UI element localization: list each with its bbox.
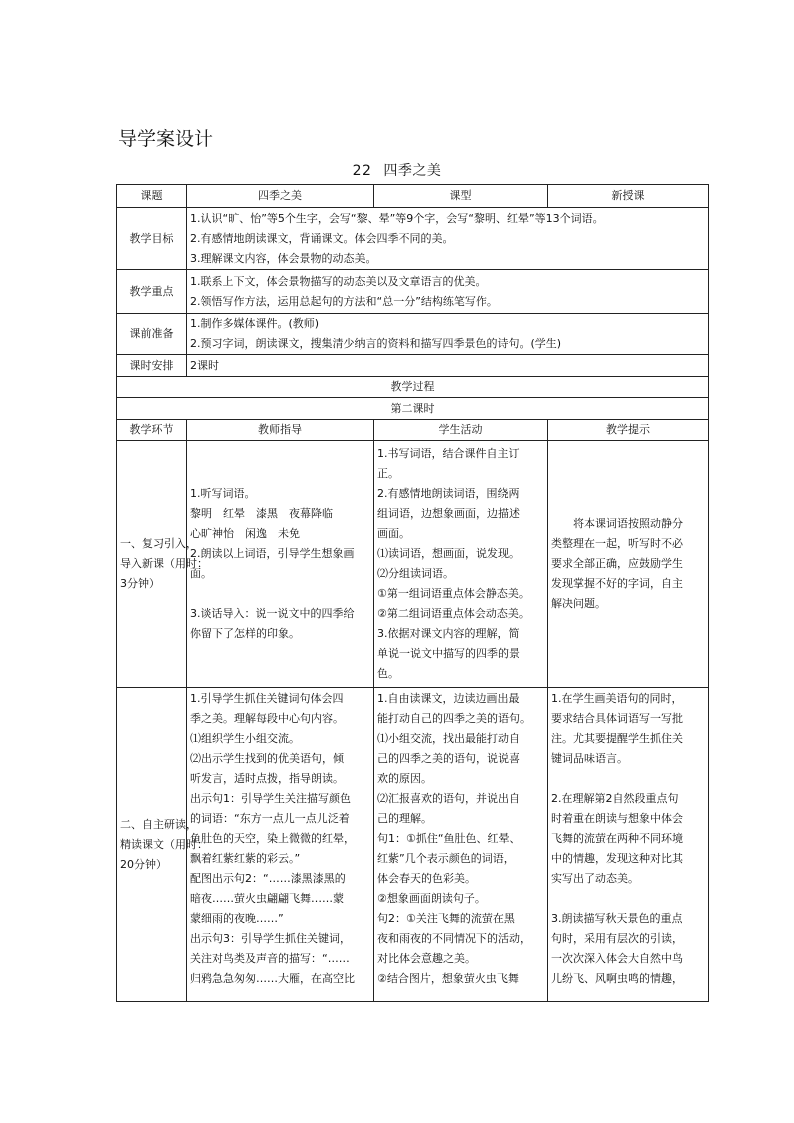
process-title-row bbox=[117, 377, 709, 398]
student-line: 句1：①抓住“鱼肚色、红晕、 bbox=[377, 832, 521, 845]
goal-item: 1.认识“旷、怡”等5个生字，会写“黎、晕”等9个字，会写“黎明、红晕”等13个词语。 bbox=[190, 211, 604, 225]
tip-line: 飞舞的流萤在两种不同环境 bbox=[551, 832, 683, 845]
teacher-line: 飘着红紫红紫的彩云。” bbox=[190, 852, 301, 865]
focus-item: 2.领悟写作方法，运用总起句的方法和“总一分”结构练笔写作。 bbox=[190, 294, 498, 308]
tip-line: 中的情趣，发现这种对比其 bbox=[551, 852, 683, 865]
student-line: 1.书写词语，结合课件自主订 bbox=[377, 447, 520, 460]
teacher-line: 你留下了怎样的印象。 bbox=[190, 627, 300, 640]
student-line: ⑴读词语，想画面，说发现。 bbox=[377, 547, 520, 560]
stage2-student bbox=[374, 688, 548, 1002]
focus-label: 教学重点 bbox=[117, 270, 187, 314]
lesson-plan-table bbox=[116, 184, 709, 1002]
student-line: 能打动自己的四季之美的语句。 bbox=[377, 712, 531, 725]
stage1-tip bbox=[548, 441, 709, 688]
teacher-line: 2.朗读以上词语，引导学生想象画 bbox=[190, 547, 355, 560]
header-student: 学生活动 bbox=[374, 420, 548, 441]
tip-line: 句时，采用有层次的引读， bbox=[551, 932, 683, 945]
stage2-name-line: 精读课文（用时： bbox=[120, 837, 208, 851]
goals-content bbox=[187, 208, 709, 270]
lesson-title bbox=[0, 160, 794, 180]
header-teacher: 教师指导 bbox=[187, 420, 374, 441]
student-line: 3.依据对课文内容的理解，简 bbox=[377, 627, 520, 640]
teacher-line: 鱼肚色的天空，染上微微的红晕， bbox=[190, 832, 355, 845]
student-line: ⑵分组读词语。 bbox=[377, 567, 454, 580]
student-line: ②想象画面朗读句子。 bbox=[377, 892, 486, 905]
student-line: ⑵汇报喜欢的语句，并说出自 bbox=[377, 792, 520, 805]
stage1-name-line: 导入新课（用时： bbox=[120, 557, 208, 570]
info-row bbox=[117, 185, 709, 208]
student-line: ②结合图片，想象萤火虫飞舞 bbox=[377, 972, 519, 985]
teacher-line: 1.听写词语。 bbox=[190, 487, 256, 500]
tip-line: 1.在学生画美语句的同时， bbox=[551, 692, 683, 705]
student-line: 单说一说文中描写的四季的景 bbox=[377, 647, 520, 660]
focus-item: 1.联系上下文，体会景物描写的动态美以及文章语言的优美。 bbox=[190, 274, 487, 288]
stage1-name-line: 一、复习引入， bbox=[120, 537, 197, 550]
topic-value: 四季之美 bbox=[187, 185, 374, 208]
teacher-line: 归鸦急急匆匆……大雁，在高空比 bbox=[190, 972, 355, 985]
spacer bbox=[551, 889, 705, 909]
stage2-name bbox=[117, 688, 208, 1002]
student-line: ②第二组词语重点体会动态美。 bbox=[377, 607, 530, 620]
schedule-value: 2课时 bbox=[187, 355, 709, 377]
teacher-line: 出示句3：引导学生抓住关键词， bbox=[190, 932, 351, 945]
student-line: ①第一组词语重点体会静态美。 bbox=[377, 587, 530, 600]
teacher-line: 3.谈话导入：说一说文中的四季给 bbox=[190, 607, 355, 620]
lesson-number: 22 bbox=[352, 163, 372, 179]
tip-line: 将本课词语按照动静分 bbox=[573, 517, 683, 530]
student-line: 夜和雨夜的不同情况下的活动， bbox=[377, 932, 531, 945]
stage2-teacher bbox=[187, 688, 374, 1002]
teacher-line: 的词语：“东方一点儿一点儿泛着 bbox=[190, 812, 350, 825]
stage-row-2 bbox=[117, 688, 709, 1002]
teacher-line: 暗夜……萤火虫翩翩飞舞……蒙 bbox=[190, 892, 344, 905]
focus-content bbox=[187, 270, 709, 314]
focus-row bbox=[117, 270, 709, 314]
stage-row-1 bbox=[117, 441, 709, 688]
student-line: 正。 bbox=[377, 467, 399, 480]
prep-item: 2.预习字词，朗读课文，搜集清少纳言的资料和描写四季景色的诗句。(学生) bbox=[190, 337, 562, 350]
prep-row bbox=[117, 314, 709, 355]
schedule-label: 课时安排 bbox=[117, 355, 187, 377]
header-tip: 教学提示 bbox=[548, 420, 709, 441]
teacher-line: 蒙细雨的夜晚……” bbox=[190, 912, 284, 925]
prep-label: 课前准备 bbox=[117, 314, 187, 355]
prep-content bbox=[187, 314, 709, 355]
tip-line: 实写出了动态美。 bbox=[551, 872, 639, 885]
stage2-name-line: 二、自主研读， bbox=[120, 817, 197, 831]
teacher-line: 心旷神怡 闲逸 未免 bbox=[190, 527, 300, 540]
student-line: 对比体会意趣之美。 bbox=[377, 952, 476, 965]
teacher-line: ⑵出示学生找到的优美语句，倾 bbox=[190, 752, 344, 765]
stage1-teacher bbox=[187, 441, 374, 688]
teacher-line: 季之美。理解每段中心句内容。 bbox=[190, 712, 344, 725]
stage2-name-line: 20分钟） bbox=[120, 857, 167, 871]
student-line: 体会春天的色彩美。 bbox=[377, 872, 476, 885]
tip-line: 发现掌握不好的字词，自主 bbox=[551, 577, 683, 590]
student-line: 2.有感情地朗读词语，围绕两 bbox=[377, 487, 520, 500]
student-line: 画面。 bbox=[377, 527, 410, 540]
goals-row bbox=[117, 208, 709, 270]
spacer bbox=[551, 769, 705, 789]
tip-line: 2.在理解第2自然段重点句 bbox=[551, 792, 679, 805]
teacher-line: 听发言，适时点拨，指导朗读。 bbox=[190, 772, 344, 785]
tip-line: 要求全部正确，应鼓励学生 bbox=[551, 557, 683, 570]
tip-line: 一次次深入体会大自然中鸟 bbox=[551, 952, 683, 965]
student-line: 组词语，边想象画面，边描述 bbox=[377, 507, 520, 520]
schedule-row bbox=[117, 355, 709, 377]
student-line: 色。 bbox=[377, 667, 399, 680]
tip-line: 时着重在朗读与想象中体会 bbox=[551, 812, 683, 825]
student-line: 欢的原因。 bbox=[377, 772, 432, 785]
student-line: 己的四季之美的语句，说说喜 bbox=[377, 752, 520, 765]
teacher-line: 配图出示句2：“……漆黑漆黑的 bbox=[190, 872, 346, 885]
student-line: 红紫”几个表示颜色的词语， bbox=[377, 852, 515, 865]
tip-line: 注。尤其要提醒学生抓住关 bbox=[551, 732, 683, 745]
student-line: 句2：①关注飞舞的流萤在黑 bbox=[377, 912, 515, 925]
prep-item: 1.制作多媒体课件。(教师) bbox=[190, 317, 320, 330]
lesson-name: 四季之美 bbox=[383, 163, 442, 179]
teacher-line: 关注对鸟类及声音的描写：“…… bbox=[190, 952, 350, 965]
student-line: 1.自由读课文，边读边画出最 bbox=[377, 692, 520, 705]
period-title: 第二课时 bbox=[117, 398, 709, 420]
type-value: 新授课 bbox=[548, 185, 709, 208]
teacher-line: 面。 bbox=[190, 567, 212, 580]
stage1-name bbox=[117, 441, 208, 688]
type-label: 课型 bbox=[374, 185, 548, 208]
period-title-row bbox=[117, 398, 709, 420]
spacer bbox=[190, 584, 370, 604]
process-header-row bbox=[117, 420, 709, 441]
tip-line: 类整理在一起，听写时不必 bbox=[551, 537, 683, 550]
process-title: 教学过程 bbox=[117, 377, 709, 398]
student-line: 己的理解。 bbox=[377, 812, 432, 825]
goal-item: 2.有感情地朗读课文，背诵课文。体会四季不同的美。 bbox=[190, 231, 454, 245]
stage1-name-line: 3分钟） bbox=[120, 577, 160, 590]
student-line: ⑴小组交流，找出最能打动自 bbox=[377, 732, 520, 745]
stage1-student bbox=[374, 441, 548, 688]
goals-label: 教学目标 bbox=[117, 208, 187, 270]
tip-line: 键词品味语言。 bbox=[551, 752, 628, 765]
tip-line: 解决问题。 bbox=[551, 597, 606, 610]
document-title: 导学案设计 bbox=[118, 128, 214, 150]
header-stage: 教学环节 bbox=[117, 420, 187, 441]
teacher-line: 出示句1：引导学生关注描写颜色 bbox=[190, 792, 351, 805]
teacher-line: 黎明 红晕 漆黑 夜幕降临 bbox=[190, 507, 333, 520]
tip-line: 3.朗读描写秋天景色的重点 bbox=[551, 912, 683, 925]
topic-label: 课题 bbox=[117, 185, 187, 208]
teacher-line: ⑴组织学生小组交流。 bbox=[190, 732, 300, 745]
tip-line: 儿纷飞、风啊虫鸣的情趣， bbox=[551, 972, 683, 985]
tip-line: 要求结合具体词语写一写批 bbox=[551, 712, 683, 725]
teacher-line: 1.引导学生抓住关键词句体会四 bbox=[190, 692, 344, 705]
goal-item: 3.理解课文内容，体会景物的动态美。 bbox=[190, 251, 377, 265]
stage2-tip bbox=[548, 688, 709, 1002]
